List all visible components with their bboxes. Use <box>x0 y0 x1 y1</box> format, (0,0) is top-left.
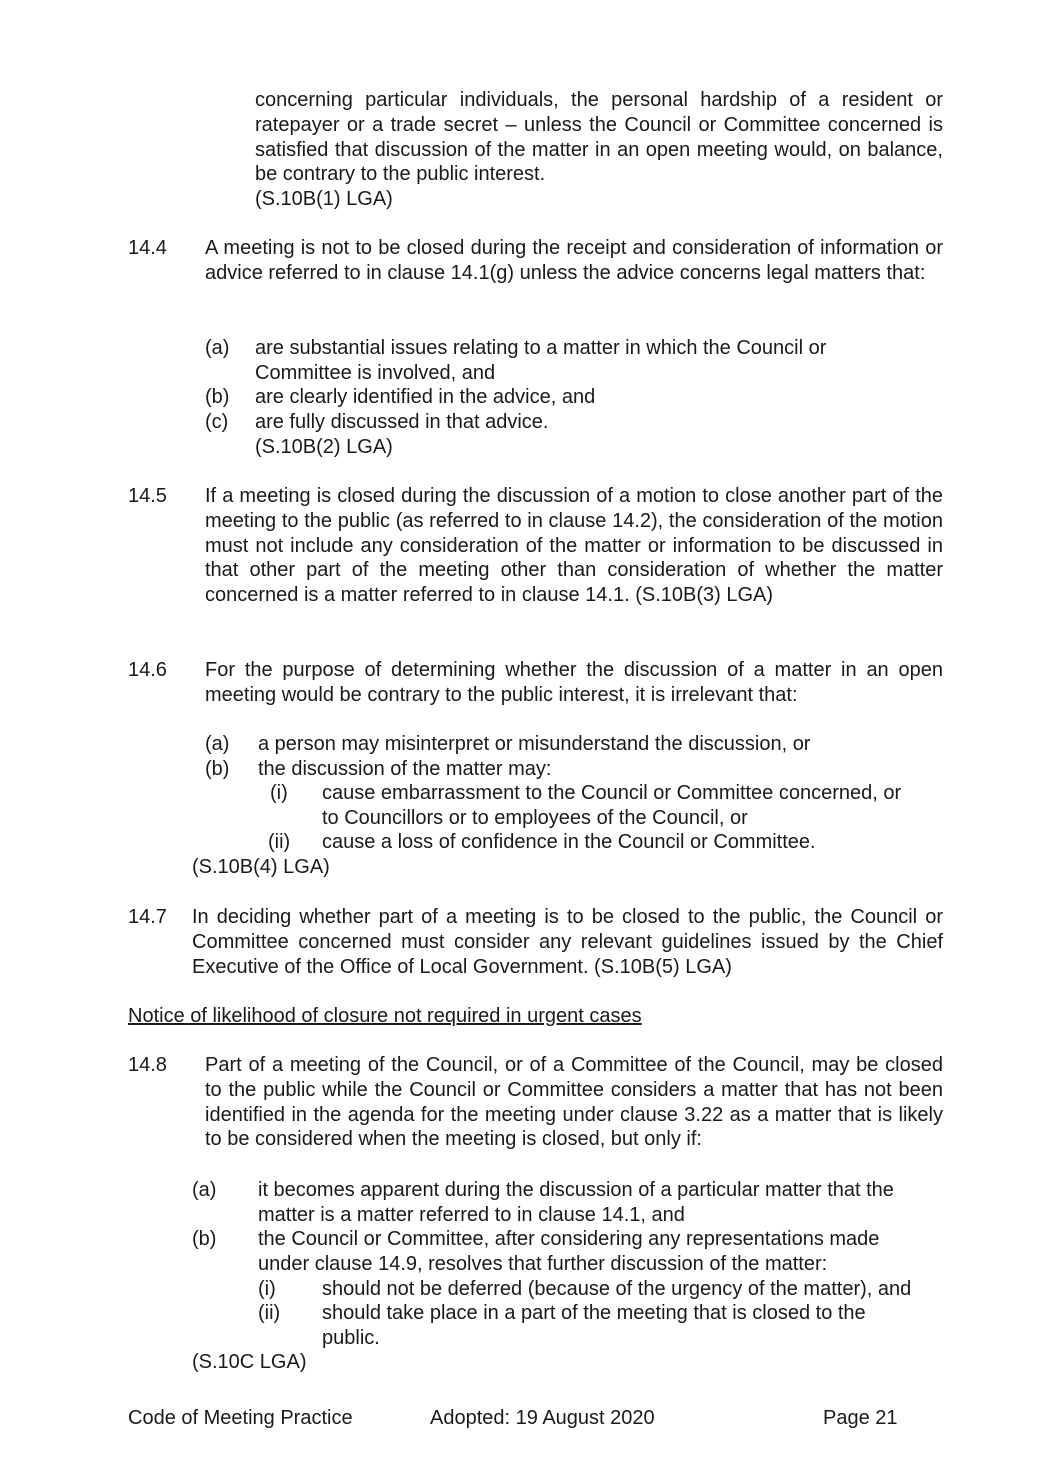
item-label: (a) <box>205 733 230 755</box>
clause-14-6-reference: (S.10B(4) LGA) <box>192 856 330 878</box>
clause-number-14-5: 14.5 <box>128 485 167 507</box>
subitem-label: (ii) <box>258 1302 281 1324</box>
item-label: (c) <box>205 411 229 433</box>
footer-adopted-date: Adopted: 19 August 2020 <box>430 1407 655 1429</box>
item-text: matter is a matter referred to in clause 14.1, and <box>258 1204 685 1226</box>
intro-paragraph: concerning particular individuals, the personal hardship of a resident or ratepayer or a trade secret – unless the Council or Committee concerned is satisfied that discussion of the matter in an open meeting would, on balance, be contrary to the public interest. <box>255 89 943 186</box>
subitem-text: public. <box>322 1327 380 1349</box>
item-label: (a) <box>192 1179 217 1201</box>
item-label: (b) <box>205 758 230 780</box>
subitem-text: should take place in a part of the meeting that is closed to the <box>322 1302 866 1324</box>
item-text: it becomes apparent during the discussion of a particular matter that the <box>258 1179 894 1201</box>
item-text: a person may misinterpret or misunderstand the discussion, or <box>258 733 811 755</box>
clause-number-14-6: 14.6 <box>128 659 167 681</box>
subitem-text: to Councillors or to employees of the Council, or <box>322 807 748 829</box>
clause-14-8-reference: (S.10C LGA) <box>192 1351 307 1373</box>
item-label: (b) <box>192 1228 217 1250</box>
section-heading: Notice of likelihood of closure not required in urgent cases <box>128 1005 642 1027</box>
subitem-text: cause embarrassment to the Council or Committee concerned, or <box>322 782 902 804</box>
item-text: Committee is involved, and <box>255 362 496 384</box>
clause-14-6-text: For the purpose of determining whether the discussion of a matter in an open meeting would be contrary to the public interest, it is irrelevant that: <box>205 659 943 706</box>
footer-document-title: Code of Meeting Practice <box>128 1407 353 1429</box>
subitem-label: (i) <box>270 782 288 804</box>
item-text: under clause 14.9, resolves that further discussion of the matter: <box>258 1253 828 1275</box>
clause-14-8-text: Part of a meeting of the Council, or of a Committee of the Council, may be closed to the public while the Council or Committee considers a matter that has not been identified in the agenda for the meeting under clause 3.22 as a matter that is likely to be considered when the meeting is closed, but only if: <box>205 1054 943 1151</box>
clause-number-14-8: 14.8 <box>128 1054 167 1076</box>
subitem-text: should not be deferred (because of the urgency of the matter), and <box>322 1278 912 1300</box>
item-label: (b) <box>205 386 230 408</box>
item-text: are clearly identified in the advice, and <box>255 386 596 408</box>
clause-14-5-text: If a meeting is closed during the discussion of a motion to close another part of the meeting to the public (as referred to in clause 14.2), the consideration of the motion must not include any consideration of the matter or information to be discussed in that other part of the meeting other than consideration of whether the matter concerned is a matter referred to in clause 14.1. (S.10B(3) LGA) <box>205 485 943 607</box>
item-label: (a) <box>205 337 230 359</box>
clause-14-7-text: In deciding whether part of a meeting is to be closed to the public, the Council or Committee concerned must consider any relevant guidelines issued by the Chief Executive of the Office of Local Government. (S.10B(5) LGA) <box>192 906 943 978</box>
clause-number-14-4: 14.4 <box>128 237 167 259</box>
footer-page-number: Page 21 <box>823 1407 898 1429</box>
intro-reference: (S.10B(1) LGA) <box>255 188 393 210</box>
clause-14-4-reference: (S.10B(2) LGA) <box>255 436 393 458</box>
item-text: the discussion of the matter may: <box>258 758 552 780</box>
item-text: are fully discussed in that advice. <box>255 411 549 433</box>
clause-14-4-text: A meeting is not to be closed during the receipt and consideration of information or advice referred to in clause 14.1(g) unless the advice concerns legal matters that: <box>205 237 943 284</box>
subitem-label: (i) <box>258 1278 276 1300</box>
item-text: the Council or Committee, after considering any representations made <box>258 1228 880 1250</box>
item-text: are substantial issues relating to a matter in which the Council or <box>255 337 827 359</box>
subitem-label: (ii) <box>268 831 291 853</box>
clause-number-14-7: 14.7 <box>128 906 167 928</box>
subitem-text: cause a loss of confidence in the Council or Committee. <box>322 831 816 853</box>
